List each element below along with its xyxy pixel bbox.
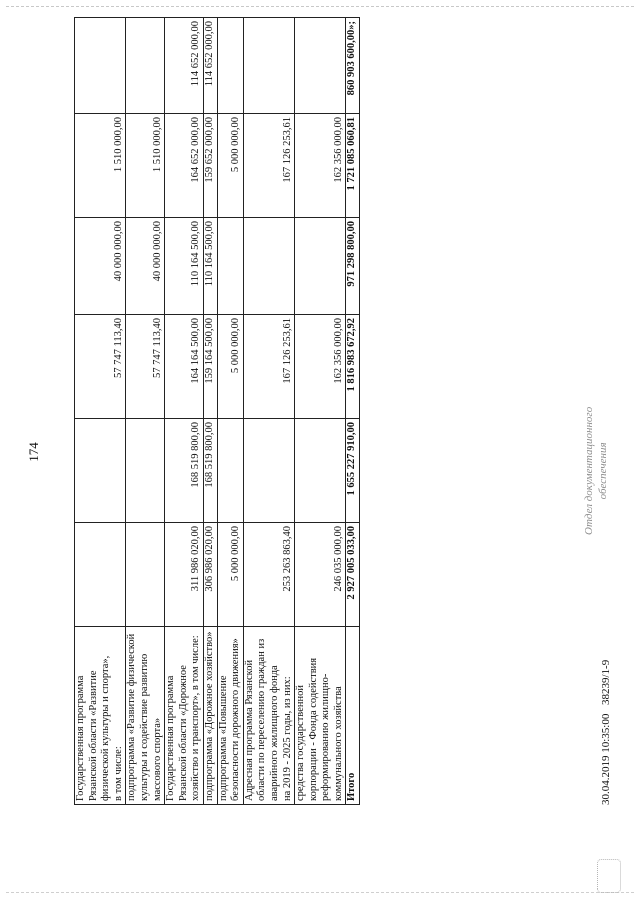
value-cell — [217, 419, 243, 523]
value-cell: 57 747 113,40 — [75, 315, 126, 419]
stamp-line: Отдел документационного — [583, 406, 595, 535]
value-cell: 2 927 005 033,00 — [346, 523, 360, 627]
value-cell: 5 000 000,00 — [217, 315, 243, 419]
value-cell — [126, 18, 165, 114]
row-name-line: Рязанской области «Дорожное — [177, 665, 189, 801]
value-cell: 110 164 500,00 — [203, 218, 217, 315]
value-cell: 168 519 800,00 — [203, 419, 217, 523]
value-cell — [243, 218, 294, 315]
row-name-cell — [203, 627, 217, 805]
value-cell: 114 652 000,00 — [203, 18, 217, 114]
value-cell — [295, 18, 346, 114]
value-cell: 860 903 600,00»; — [346, 18, 360, 114]
value-cell: 159 164 500,00 — [203, 315, 217, 419]
row-name-line: области по переселению граждан из — [256, 638, 268, 801]
row-name-line: безопасности дорожного движения» — [230, 638, 242, 801]
table-row — [243, 18, 294, 805]
row-name-cell — [295, 627, 346, 805]
value-cell: 1 655 227 910,00 — [346, 419, 360, 523]
row-name-line: коммунального хозяйства — [332, 686, 344, 801]
row-name-line: Государственная программа — [75, 675, 86, 801]
row-name-line: подпрограмма «Повышение — [217, 675, 229, 801]
table-body — [75, 18, 360, 805]
row-name-line: подпрограмма «Развитие физической — [126, 633, 138, 801]
value-cell: 5 000 000,00 — [217, 523, 243, 627]
value-cell: 971 298 800,00 — [346, 218, 360, 315]
value-cell — [75, 419, 126, 523]
row-name-line: Итого — [346, 772, 358, 801]
value-cell: 167 126 253,61 — [243, 114, 294, 218]
value-cell — [217, 18, 243, 114]
value-cell: 1 510 000,00 — [126, 114, 165, 218]
value-cell — [243, 419, 294, 523]
value-cell: 253 263 863,40 — [243, 523, 294, 627]
stamp-icon — [597, 859, 621, 893]
table-row — [165, 18, 204, 805]
table-row — [203, 18, 217, 805]
value-cell: 159 652 000,00 — [203, 114, 217, 218]
table-row — [217, 18, 243, 805]
value-cell: 164 164 500,00 — [165, 315, 204, 419]
table-row — [295, 18, 346, 805]
row-name-line: Государственная программа — [165, 675, 177, 801]
row-name-cell — [126, 627, 165, 805]
footer-code: 38239/1-9 — [600, 659, 612, 705]
value-cell: 168 519 800,00 — [165, 419, 204, 523]
row-name-line: корпорации - Фонда содействия — [307, 657, 319, 801]
row-name-cell — [165, 627, 204, 805]
page-number: 174 — [26, 442, 41, 462]
row-name-line: Рязанской области «Развитие — [87, 670, 99, 801]
row-name-line: подпрограмма «Дорожное хозяйство» — [203, 631, 215, 801]
value-cell: 40 000 000,00 — [126, 218, 165, 315]
table-row — [75, 18, 126, 805]
value-cell: 162 356 000,00 — [295, 315, 346, 419]
value-cell — [126, 523, 165, 627]
row-name-cell — [243, 627, 294, 805]
row-name-line: массового спорта» — [151, 717, 163, 801]
value-cell — [126, 419, 165, 523]
value-cell — [295, 218, 346, 315]
stamp-line: обеспечения — [597, 442, 609, 500]
row-name-line: культуры и содействие развитию — [138, 653, 150, 801]
value-cell: 311 986 020,00 — [165, 523, 204, 627]
row-name-cell — [75, 627, 126, 805]
value-cell — [217, 218, 243, 315]
table-row — [126, 18, 165, 805]
row-name-line: аварийного жилищного фонда — [268, 665, 280, 801]
row-name-line: в том числе: — [112, 746, 124, 801]
value-cell: 306 986 020,00 — [203, 523, 217, 627]
value-cell: 162 356 000,00 — [295, 114, 346, 218]
value-cell — [75, 18, 126, 114]
row-name-line: средства государственной — [295, 685, 307, 801]
value-cell: 1 510 000,00 — [75, 114, 126, 218]
row-name-cell — [346, 627, 360, 805]
budget-table — [74, 17, 360, 805]
value-cell: 110 164 500,00 — [165, 218, 204, 315]
row-name-line: реформированию жилищно- — [320, 673, 332, 801]
stamp-text — [582, 407, 610, 535]
value-cell: 114 652 000,00 — [165, 18, 204, 114]
footer-date: 30.04.2019 10:35:00 — [600, 713, 612, 805]
value-cell — [295, 419, 346, 523]
row-name-line: на 2019 - 2025 годы, из них: — [281, 676, 293, 801]
value-cell: 1 721 085 060,81 — [346, 114, 360, 218]
value-cell: 40 000 000,00 — [75, 218, 126, 315]
value-cell: 5 000 000,00 — [217, 114, 243, 218]
row-name-line: Адресная программа Рязанской — [243, 659, 255, 801]
value-cell — [75, 523, 126, 627]
row-name-line: хозяйство и транспорт», в том числе: — [190, 635, 202, 801]
value-cell: 1 816 983 672,92 — [346, 315, 360, 419]
value-cell: 246 035 000,00 — [295, 523, 346, 627]
value-cell — [243, 18, 294, 114]
row-name-cell — [217, 627, 243, 805]
value-cell: 57 747 113,40 — [126, 315, 165, 419]
row-name-line: физической культуры и спорта», — [100, 655, 112, 801]
value-cell: 164 652 000,00 — [165, 114, 204, 218]
table-total-row — [346, 18, 360, 805]
value-cell: 167 126 253,61 — [243, 315, 294, 419]
